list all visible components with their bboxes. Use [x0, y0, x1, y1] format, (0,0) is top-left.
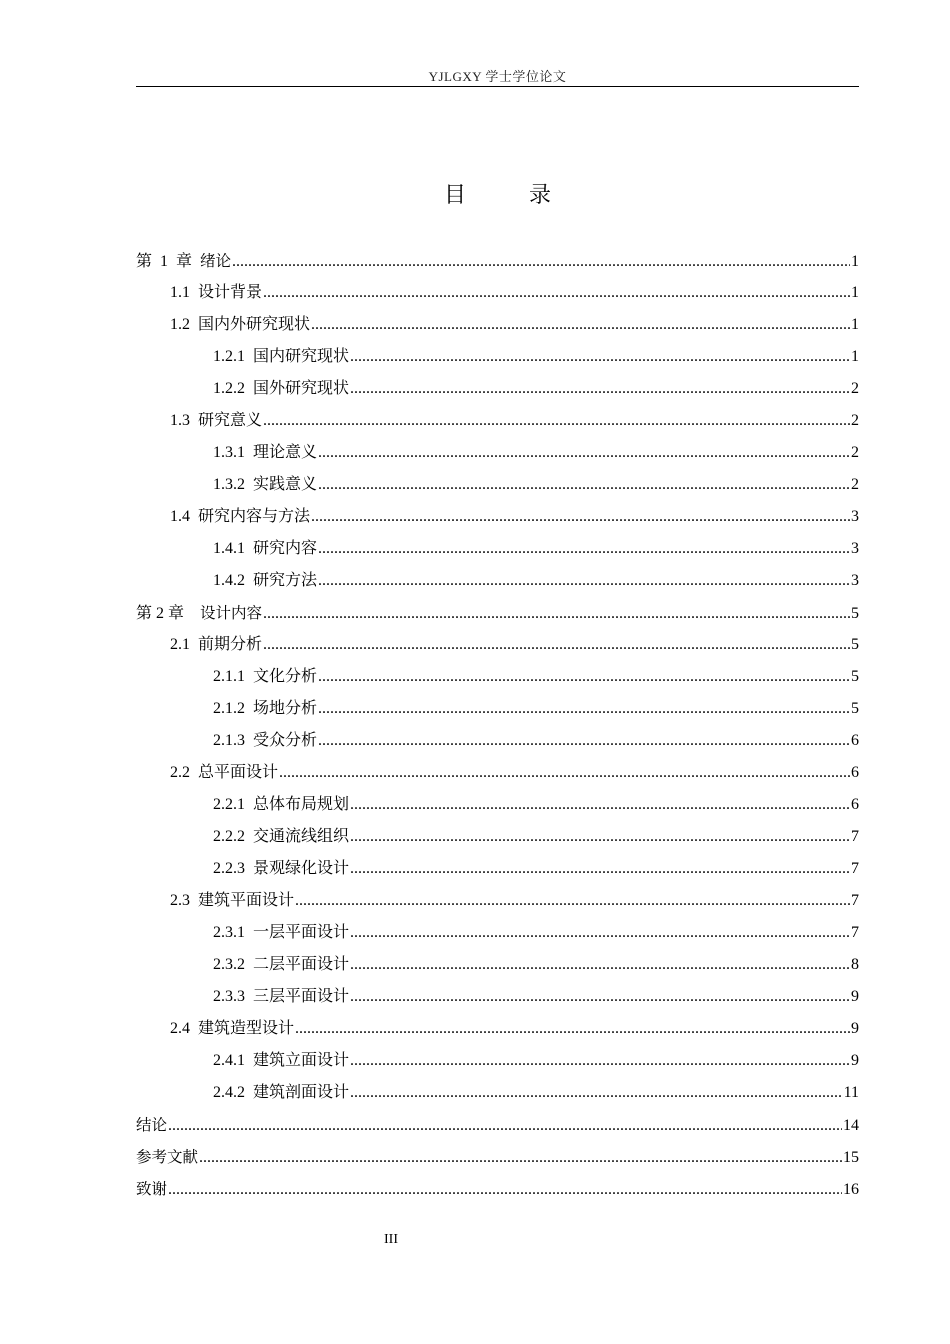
toc-entry-title: 景观绿化设计 — [253, 860, 350, 877]
toc-entry-number: 1.4.2 — [213, 572, 253, 589]
toc-entry-page: 7 — [851, 892, 859, 909]
toc-entry-number: 2.4.1 — [213, 1052, 253, 1069]
toc-dot-leader — [263, 277, 850, 309]
toc-entry[interactable] — [136, 1173, 859, 1205]
toc-entry[interactable] — [136, 1141, 859, 1173]
toc-entry-number: 2.2.1 — [213, 796, 253, 813]
toc-entry[interactable] — [136, 1045, 859, 1077]
toc-entry-title: 建筑剖面设计 — [253, 1084, 350, 1101]
toc-entry-number: 1.2.2 — [213, 380, 253, 397]
toc-entry-title: 研究方法 — [253, 572, 318, 589]
toc-entry[interactable] — [136, 949, 859, 981]
toc-title: 目 录 — [444, 183, 579, 208]
toc-entry[interactable] — [136, 533, 859, 565]
toc-entry[interactable] — [136, 853, 859, 885]
toc-entry-page: 1 — [851, 253, 859, 270]
toc-entry[interactable] — [136, 1109, 859, 1141]
toc-entry-page: 3 — [851, 508, 859, 525]
toc-entry-page: 7 — [851, 860, 859, 877]
toc-entry-page: 7 — [851, 924, 859, 941]
toc-entry[interactable] — [136, 1077, 859, 1109]
toc-entry-title: 交通流线组织 — [253, 828, 350, 845]
toc-entry-title: 设计背景 — [198, 284, 263, 301]
toc-dot-leader — [350, 1077, 843, 1109]
toc-entry[interactable] — [136, 245, 859, 277]
toc-dot-leader — [318, 565, 850, 597]
toc-dot-leader — [295, 885, 850, 917]
toc-dot-leader — [350, 373, 850, 405]
toc-entry-title: 国外研究现状 — [253, 380, 350, 397]
toc-entry-number: 2.2 — [170, 764, 198, 781]
toc-entry[interactable] — [136, 469, 859, 501]
toc-entry-number: 2.4.2 — [213, 1084, 253, 1101]
toc-entry-title: 建筑造型设计 — [198, 1020, 295, 1037]
toc-entry[interactable] — [136, 597, 859, 629]
toc-dot-leader — [318, 533, 850, 565]
toc-entry-title: 总平面设计 — [198, 764, 279, 781]
toc-entry[interactable] — [136, 629, 859, 661]
toc-entry[interactable] — [136, 405, 859, 437]
toc-entry-page: 5 — [851, 668, 859, 685]
toc-entry[interactable] — [136, 693, 859, 725]
toc-entry-number: 第 2 章 — [136, 605, 201, 622]
page-number: III — [384, 1232, 398, 1247]
toc-entry-title: 实践意义 — [253, 476, 318, 493]
toc-entry-page: 1 — [851, 316, 859, 333]
toc-dot-leader — [168, 1110, 842, 1142]
toc-entry-title: 建筑平面设计 — [198, 892, 295, 909]
toc-entry-page: 3 — [851, 540, 859, 557]
toc-entry-title: 国内研究现状 — [253, 348, 350, 365]
toc-dot-leader — [350, 1045, 850, 1077]
toc-entry-page: 15 — [843, 1149, 859, 1166]
toc-entry-title: 二层平面设计 — [253, 956, 350, 973]
toc-entry-number: 2.3.1 — [213, 924, 253, 941]
toc-entry-page: 5 — [851, 636, 859, 653]
toc-entry-page: 14 — [843, 1117, 859, 1134]
toc-entry-page: 6 — [851, 796, 859, 813]
toc-entry-number: 2.1 — [170, 636, 198, 653]
toc-entry-number: 2.2.2 — [213, 828, 253, 845]
toc-entry-number: 1.3 — [170, 412, 198, 429]
toc-entry-title: 结论 — [136, 1116, 168, 1134]
toc-dot-leader — [318, 693, 850, 725]
toc-dot-leader — [263, 629, 850, 661]
toc-entry-title: 建筑立面设计 — [253, 1052, 350, 1069]
toc-entry[interactable] — [136, 565, 859, 597]
toc-entry-number: 2.1.2 — [213, 700, 253, 717]
toc-entry-number: 2.2.3 — [213, 860, 253, 877]
toc-dot-leader — [350, 853, 850, 885]
toc-dot-leader — [263, 405, 850, 437]
toc-entry[interactable] — [136, 885, 859, 917]
toc-entry-number: 第 1 章 — [136, 253, 201, 270]
toc-entry-number: 2.1.3 — [213, 732, 253, 749]
toc-entry[interactable] — [136, 1013, 859, 1045]
toc-entry-page: 9 — [851, 1052, 859, 1069]
toc-entry-number: 1.1 — [170, 284, 198, 301]
toc-entry-number: 1.4 — [170, 508, 198, 525]
toc-entry[interactable] — [136, 373, 859, 405]
toc-entry-number: 1.3.2 — [213, 476, 253, 493]
toc-entry[interactable] — [136, 309, 859, 341]
toc-dot-leader — [350, 341, 850, 373]
toc-entry-page: 9 — [851, 1020, 859, 1037]
toc-entry-page: 16 — [843, 1181, 859, 1198]
toc-entry-page: 6 — [851, 764, 859, 781]
toc-dot-leader — [311, 309, 850, 341]
toc-entry-title: 研究内容 — [253, 540, 318, 557]
toc-entry-page: 1 — [851, 284, 859, 301]
toc-entry-number: 2.1.1 — [213, 668, 253, 685]
toc-entry[interactable] — [136, 981, 859, 1013]
toc-dot-leader — [350, 789, 850, 821]
toc-entry[interactable] — [136, 277, 859, 309]
toc-dot-leader — [199, 1142, 842, 1174]
toc-entry-page: 1 — [851, 348, 859, 365]
toc-entry[interactable] — [136, 917, 859, 949]
toc-dot-leader — [350, 981, 850, 1013]
toc-dot-leader — [318, 725, 850, 757]
toc-entry-page: 2 — [851, 380, 859, 397]
toc-dot-leader — [263, 598, 850, 630]
toc-entry-number: 2.3.3 — [213, 988, 253, 1005]
toc-entry[interactable] — [136, 341, 859, 373]
toc-dot-leader — [279, 757, 850, 789]
toc-dot-leader — [311, 501, 850, 533]
toc-entry-title: 一层平面设计 — [253, 924, 350, 941]
toc-entry-number: 2.4 — [170, 1020, 198, 1037]
toc-entry-page: 11 — [843, 1084, 859, 1101]
toc-entry-number: 1.2 — [170, 316, 198, 333]
toc-dot-leader — [350, 821, 850, 853]
toc-entry[interactable] — [136, 725, 859, 757]
table-of-contents — [136, 245, 859, 1205]
toc-entry-title: 受众分析 — [253, 732, 318, 749]
toc-entry-title: 国内外研究现状 — [198, 316, 311, 333]
toc-entry-page: 6 — [851, 732, 859, 749]
toc-dot-leader — [318, 661, 850, 693]
toc-entry-title: 总体布局规划 — [253, 796, 350, 813]
toc-entry-title: 设计内容 — [200, 604, 263, 622]
toc-entry-page: 2 — [851, 476, 859, 493]
toc-dot-leader — [232, 246, 850, 278]
toc-entry-title: 致谢 — [136, 1180, 168, 1198]
toc-entry-page: 2 — [851, 444, 859, 461]
toc-dot-leader — [350, 949, 850, 981]
toc-dot-leader — [318, 469, 850, 501]
toc-entry-page: 7 — [851, 828, 859, 845]
toc-entry-title: 理论意义 — [253, 444, 318, 461]
toc-entry-title: 研究意义 — [198, 412, 263, 429]
toc-dot-leader — [168, 1174, 842, 1206]
toc-entry[interactable] — [136, 501, 859, 533]
toc-dot-leader — [295, 1013, 850, 1045]
toc-entry-number: 1.4.1 — [213, 540, 253, 557]
toc-dot-leader — [318, 437, 850, 469]
toc-entry-title: 场地分析 — [253, 700, 318, 717]
toc-entry-page: 3 — [851, 572, 859, 589]
toc-entry-title: 前期分析 — [198, 636, 263, 653]
toc-entry-page: 2 — [851, 412, 859, 429]
toc-entry-title: 三层平面设计 — [253, 988, 350, 1005]
toc-entry-number: 1.2.1 — [213, 348, 253, 365]
toc-entry[interactable] — [136, 661, 859, 693]
toc-entry[interactable] — [136, 757, 859, 789]
toc-entry-title: 文化分析 — [253, 668, 318, 685]
toc-entry[interactable] — [136, 789, 859, 821]
page-header: YJLGXY 学士学位论文 — [428, 69, 567, 84]
toc-entry-page: 8 — [851, 956, 859, 973]
toc-dot-leader — [350, 917, 850, 949]
toc-entry-page: 9 — [851, 988, 859, 1005]
toc-entry-number: 2.3.2 — [213, 956, 253, 973]
header-rule — [136, 86, 859, 87]
toc-entry[interactable] — [136, 437, 859, 469]
toc-entry-number: 2.3 — [170, 892, 198, 909]
toc-entry-number: 1.3.1 — [213, 444, 253, 461]
toc-entry-page: 5 — [851, 700, 859, 717]
toc-entry-title: 研究内容与方法 — [198, 508, 311, 525]
toc-entry[interactable] — [136, 821, 859, 853]
toc-entry-title: 参考文献 — [136, 1148, 199, 1166]
toc-entry-page: 5 — [851, 605, 859, 622]
toc-entry-title: 绪论 — [200, 252, 232, 270]
